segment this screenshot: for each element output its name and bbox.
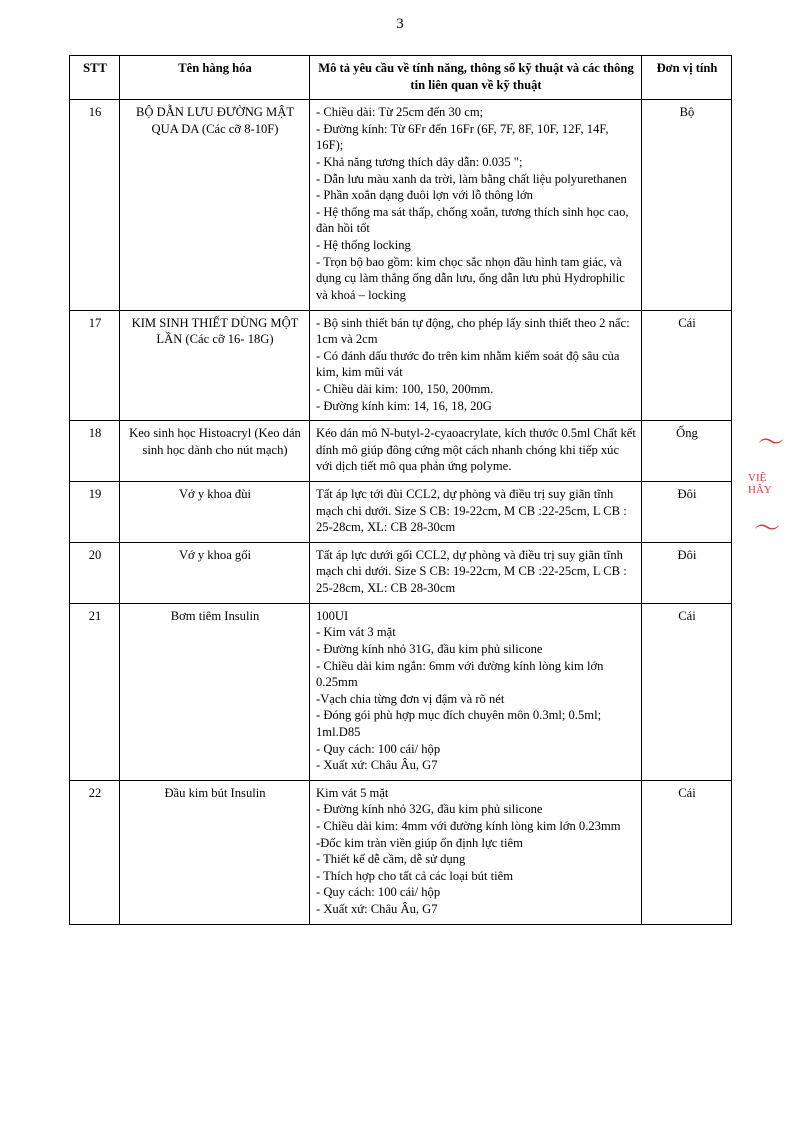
cell-unit: Bộ: [642, 100, 732, 310]
table-row: [70, 603, 732, 780]
stamp-text: [748, 472, 772, 496]
cell-stt: 21: [70, 603, 120, 780]
stamp-swoosh-top-icon: 〜: [758, 428, 785, 457]
cell-description: [310, 780, 642, 924]
column-header-name: Tên hàng hóa: [120, 56, 310, 100]
stamp-swoosh-bottom-icon: 〜: [754, 514, 781, 543]
description-line: - Đường kính kim: 14, 16, 18, 20G: [316, 398, 492, 413]
cell-description: [310, 100, 642, 310]
table-row: [70, 100, 732, 310]
cell-unit: Ống: [642, 421, 732, 482]
stamp-text-line-2: HÂY: [748, 484, 772, 497]
table-row: [70, 780, 732, 924]
description-line: - Chiều dài: Từ 25cm đến 30 cm;: [316, 105, 484, 120]
cell-unit: Đôi: [642, 482, 732, 543]
cell-description: [310, 310, 642, 421]
description-line: - Chiều dài kim ngắn: 6mm với đường kính lòng kim lớn 0.25mm: [316, 658, 604, 690]
description-line: - Đóng gói phù hợp mục đích chuyên môn 0.3ml; 0.5ml; 1ml.D85: [316, 708, 602, 739]
cell-unit: Cái: [642, 780, 732, 924]
column-header-unit: Đơn vị tính: [642, 56, 732, 100]
description-line: - Bộ sinh thiết bán tự động, cho phép lấy sinh thiết theo 2 nấc: 1cm và 2cm: [316, 315, 630, 347]
cell-unit: Cái: [642, 310, 732, 421]
cell-stt: 22: [70, 780, 120, 924]
description-line: - Trọn bộ bao gồm: kim chọc sắc nhọn đầu hình tam giác, và dụng cụ làm thẳng ống dẫn lưu, ống dẫn lưu phủ Hydrophilic và khoá – locking: [316, 254, 625, 302]
description-line: - Quy cách: 100 cái/ hộp: [316, 885, 441, 900]
description-line: - Chiều dài kim: 4mm với đường kính lòng kim lớn 0.23mm: [316, 818, 621, 833]
description-line: - Hệ thống ma sát thấp, chống xoắn, tương thích sinh học cao, đàn hồi tốt: [316, 204, 629, 236]
table-row: [70, 482, 732, 543]
cell-stt: 18: [70, 421, 120, 482]
description-line: Kim vát 5 mặt: [316, 785, 389, 800]
table-body: [70, 100, 732, 924]
table-header: [70, 56, 732, 100]
cell-name: Bơm tiêm Insulin: [120, 603, 310, 780]
description-line: - Quy cách: 100 cái/ hộp: [316, 741, 441, 756]
cell-description: [310, 482, 642, 543]
cell-unit: Đôi: [642, 542, 732, 603]
stamp-text-line-1: VIỆ: [748, 472, 767, 484]
cell-name: Vớ y khoa gối: [120, 542, 310, 603]
cell-name: BỘ DẪN LƯU ĐƯỜNG MẬT QUA DA (Các cỡ 8-10F): [120, 100, 310, 310]
table-row: [70, 310, 732, 421]
description-line: - Có đánh dấu thước đo trên kim nhằm kiểm soát độ sâu của kim, kim mũi vát: [316, 348, 620, 380]
description-line: - Xuất xứ: Châu Âu, G7: [316, 758, 438, 773]
cell-name: Keo sinh học Histoacryl (Keo dán sinh học dành cho nút mạch): [120, 421, 310, 482]
cell-description: [310, 542, 642, 603]
description-line: Tất áp lực dưới gối CCL2, dự phòng và điều trị suy giãn tĩnh mạch chi dưới. Size S CB: 19-22cm, M CB :22-25cm, L CB : 25-28cm, XL: CB 28-30cm: [316, 547, 627, 596]
description-line: - Phần xoắn dạng đuôi lợn với lỗ thông lớn: [316, 188, 533, 203]
specification-table: [69, 55, 732, 925]
description-line: - Thích hợp cho tất cả các loại bút tiêm: [316, 868, 514, 883]
column-header-description: Mô tả yêu cầu về tính năng, thông số kỹ thuật và các thông tin liên quan về kỹ thuật: [310, 56, 642, 100]
description-line: - Thiết kế dễ cầm, dễ sử dụng: [316, 852, 466, 867]
description-line: 100UI: [316, 608, 349, 623]
cell-name: KIM SINH THIẾT DÙNG MỘT LẦN (Các cỡ 16- 18G): [120, 310, 310, 421]
description-line: - Dẫn lưu màu xanh da trời, làm bằng chất liệu polyurethanen: [316, 171, 627, 186]
cell-description: [310, 421, 642, 482]
description-line: - Xuất xứ: Châu Âu, G7: [316, 902, 438, 917]
description-line: -Đốc kim tràn viền giúp ổn định lực tiêm: [316, 835, 523, 850]
description-line: Tất áp lực tới đùi CCL2, dự phòng và điều trị suy giãn tĩnh mạch chi dưới. Size S CB: 19-22cm, M CB :22-25cm, L CB : 25-28cm, XL: CB 28-30cm: [316, 487, 627, 535]
description-line: - Khả năng tương thích dây dẫn: 0.035 ";: [316, 155, 523, 170]
table-row: [70, 421, 732, 482]
cell-unit: Cái: [642, 603, 732, 780]
cell-stt: 16: [70, 100, 120, 310]
table-header-row: [70, 56, 732, 100]
description-line: - Kim vát 3 mặt: [316, 625, 396, 640]
cell-stt: 19: [70, 482, 120, 543]
description-line: - Hệ thống locking: [316, 238, 411, 253]
cell-description: [310, 603, 642, 780]
description-line: - Đường kính nhỏ 31G, đầu kim phủ silicone: [316, 641, 543, 656]
cell-stt: 17: [70, 310, 120, 421]
cell-name: Vớ y khoa đùi: [120, 482, 310, 543]
page-number: 3: [396, 16, 404, 32]
cell-stt: 20: [70, 542, 120, 603]
description-line: - Đường kính nhỏ 32G, đầu kim phủ silicone: [316, 802, 543, 817]
table-row: [70, 542, 732, 603]
description-line: - Chiều dài kim: 100, 150, 200mm.: [316, 381, 494, 396]
description-line: Kéo dán mô N-butyl-2-cyaoacrylate, kích thước 0.5ml Chất kết dính mô giúp đông cứng một cách nhanh chóng khi tiếp xúc với dịch tiết mô qua phản ứng polyme.: [316, 426, 636, 474]
column-header-stt: STT: [70, 56, 120, 100]
cell-name: Đầu kim bút Insulin: [120, 780, 310, 924]
red-stamp: [746, 430, 798, 570]
description-line: -Vạch chia từng đơn vị đậm và rõ nét: [316, 691, 505, 706]
description-line: - Đường kính: Từ 6Fr đến 16Fr (6F, 7F, 8F, 10F, 12F, 14F, 16F);: [316, 121, 609, 153]
